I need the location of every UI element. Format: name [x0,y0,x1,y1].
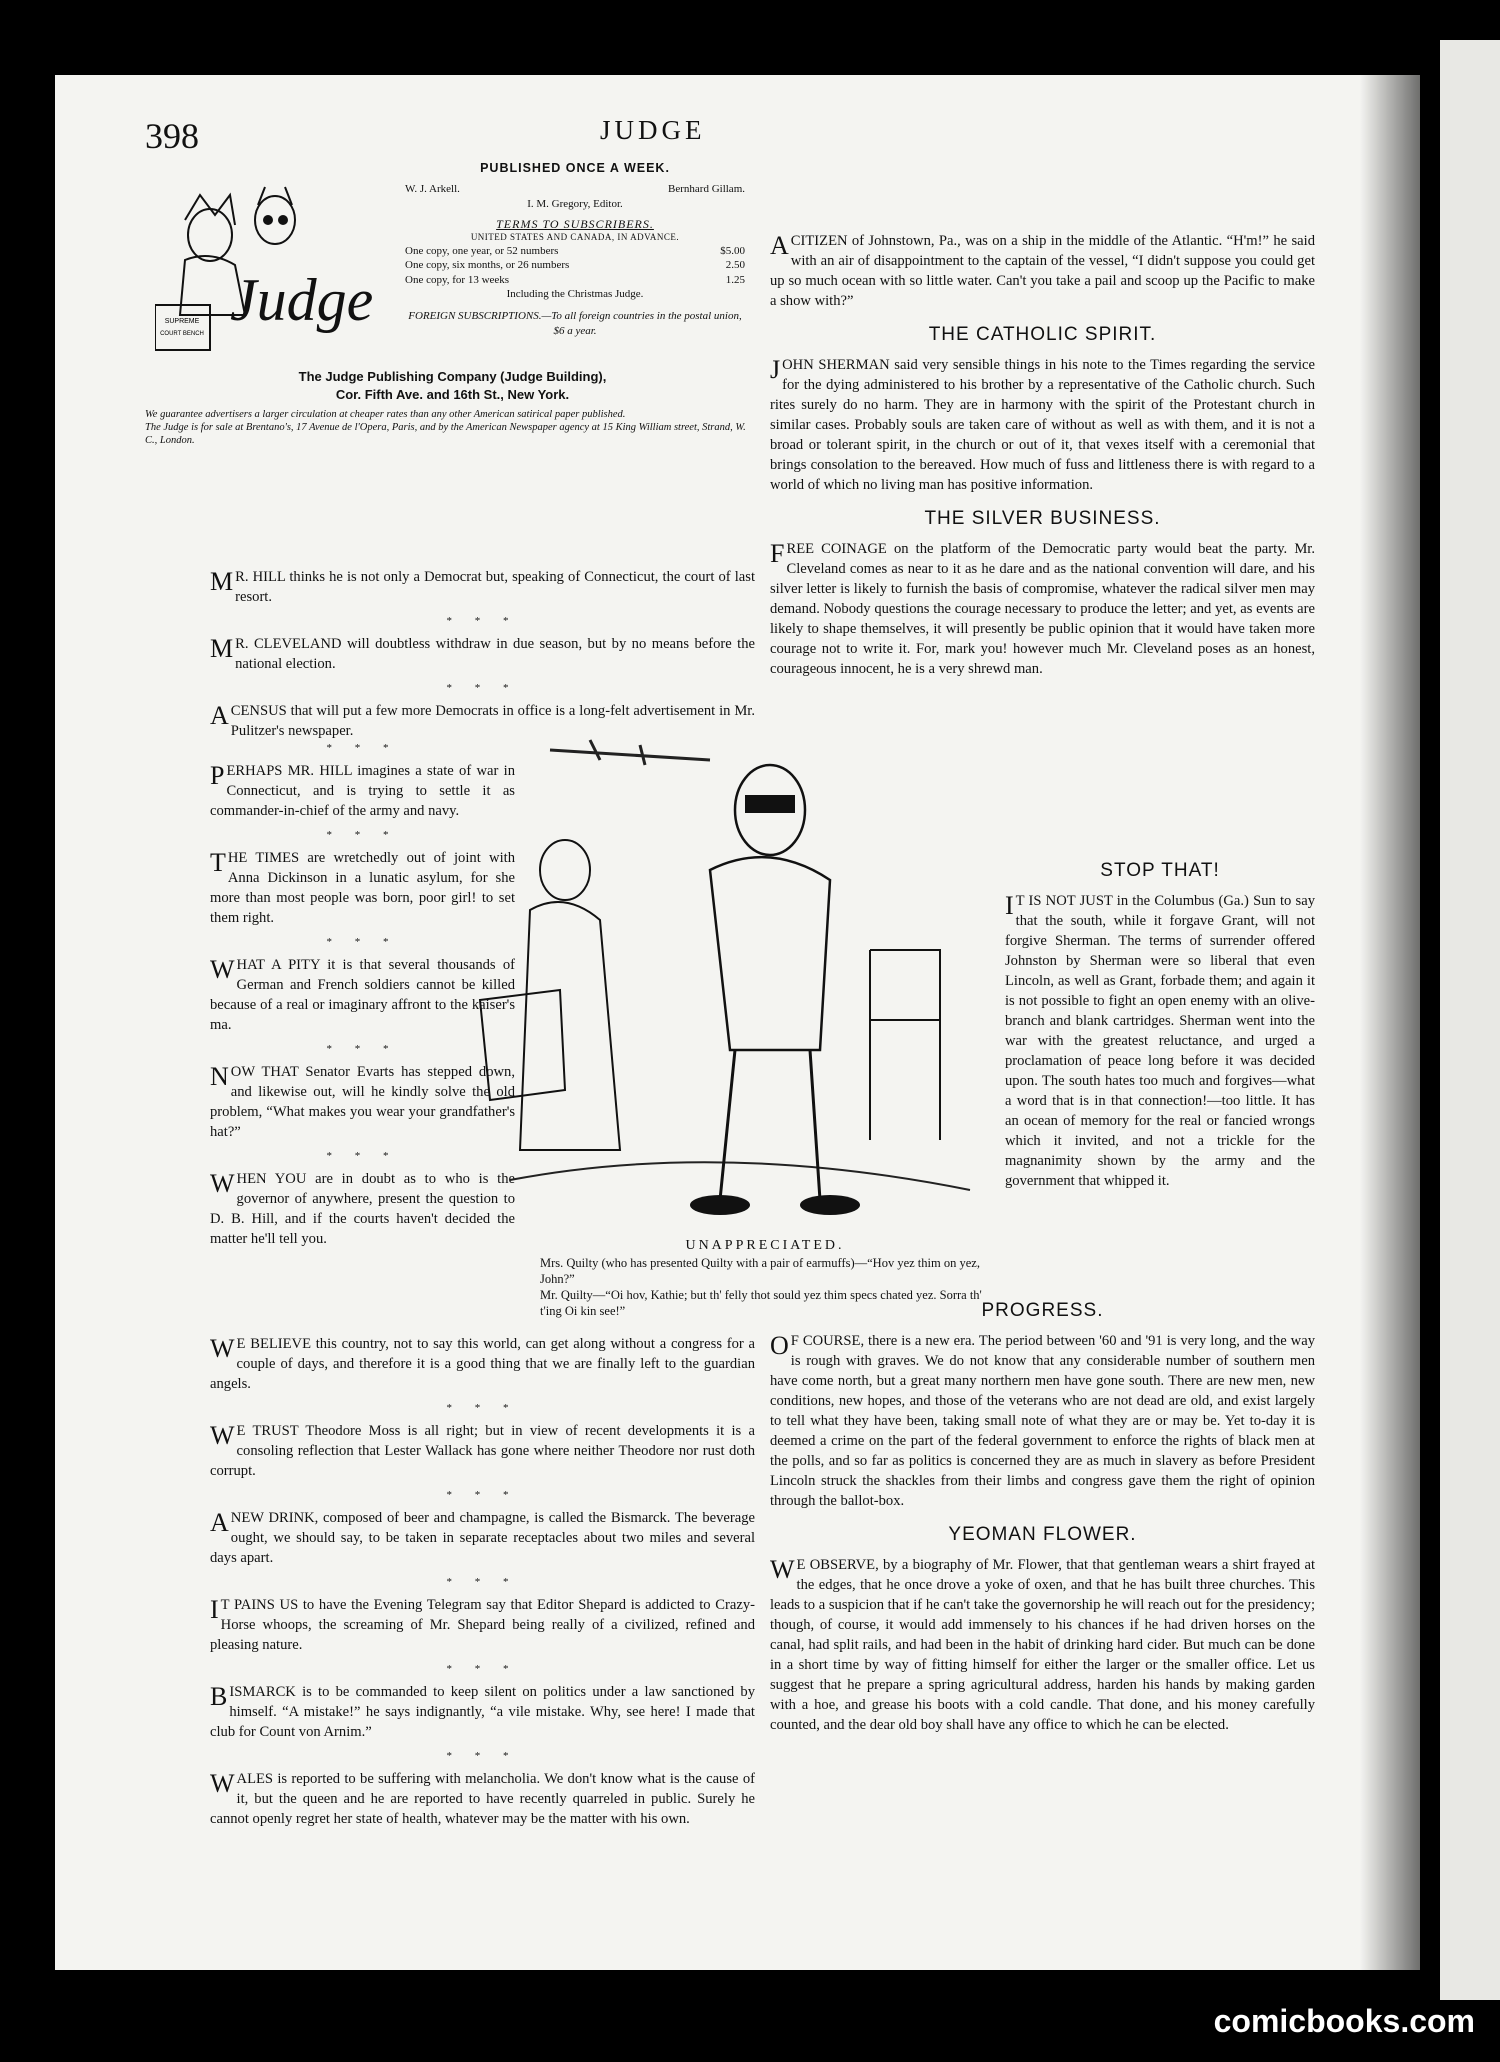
publisher-address: Cor. Fifth Ave. and 16th St., New York. [335,386,570,402]
terms-row: One copy, six months, or 26 numbers 2.50 [405,259,745,272]
cartoon-title: UNAPPRECIATED. [685,1238,845,1253]
staff-left: W. J. Arkell. [405,183,460,196]
separator-stars: * * * [446,1575,519,1588]
terms-note: Including the Christmas Judge. [506,288,644,301]
paragraph: FREE COINAGE on the platform of the Democratic party would beat the party. Mr. Cleveland comes as near to it as he dare and as the national convention will dare, and his silver letter is likely to furnish the basis of compromise, whatever the radical silver men may demand. Nobody questions the courage necessary to produce the letter; and yet, as events are likely to shape themselves, it will presently be public opinion that it would have taken more courage not to write it. For, mark you! however much Mr. Cleveland poses as an honest, courageous innocent, he is a very shrewd man. [770,538,1315,677]
section-heading: YEOMAN FLOWER. [948,1523,1137,1545]
paragraph: M R. CLEVELAND will doubtless withdraw in due season, but by no means before the national election. [210,634,755,673]
separator-stars: * * * [446,1488,519,1501]
guarantee-text: We guarantee advertisers a larger circulation at cheaper rates than any other American satirical paper published. [145,409,626,420]
section-heading: THE SILVER BUSINESS. [924,507,1161,529]
svg-text:SUPREME: SUPREME [164,318,200,325]
staff-line [405,182,745,196]
published-frequency: PUBLISHED ONCE A WEEK. [480,161,670,175]
paragraph: O F COURSE, there is a new era. The period between '60 and '91 is very long, and the way is rough with graves. We do not know that any considerable number of southern men have come north, but a great many northern men have gone south. There are new men, new conditions, new hopes, and those of the veterans who are not dead are old, and exist largely to tell what they have been, taking small note of what they are or may be. Yet to-day it is deemed a crime on the part of the federal government to enforce the rights of black men at the polls, and so far as politics is concerned they are as much in slavery as before President Lincoln struck the shackles from their limbs and congress gave them the right of opinion through the ballot-box. [770,1331,1315,1509]
left-column-bottom [210,1335,755,1840]
caption-line-2: Mr. Quilty—“Oi hov, Kathie; but th' felly thot sould yez thim specs chated yez. Sorra th' t'ing Oi kin see!” [540,1287,982,1318]
publisher-name: The Judge Publishing Company (Judge Building), [298,369,607,384]
editor-line: I. M. Gregory, Editor. [527,197,623,210]
paragraph: A CITIZEN of Johnstown, Pa., was on a ship in the middle of the Atlantic. “H'm!” he said with an air of disappointment to the captain of the vessel, “I didn't suppose you could get up so much ocean with so little water. Can't you take a pail and scoop up the Pacific to make a show with?” [770,231,1315,309]
separator-stars: * * * [326,829,399,842]
separator-stars: * * * [446,1663,519,1675]
right-column-bottom [770,1290,1315,1746]
paragraph: I T PAINS US to have the Evening Telegram say that Editor Shepard is addicted to Crazy-Horse whoops, the screaming of Mr. Shepard being really of a civilized, refined and pleasing nature. [210,1595,755,1654]
separator-stars: * * * [326,936,399,949]
section-heading: THE CATHOLIC SPIRIT. [928,323,1157,345]
section-heading: STOP THAT! [1100,860,1220,881]
paragraph: WHAT A PITY it is that several thousands of German and French soldiers cannot be killed because of a real or imaginary affront to the kaiser's ma. [210,955,515,1034]
svg-text:Judge: Judge [230,267,374,333]
separator-stars: * * * [326,742,399,754]
terms-title: TERMS TO SUBSCRIBERS. [496,216,654,231]
site-watermark: comicbooks.com [1213,2003,1475,2039]
judge-logo-illustration [155,165,410,355]
paragraph: THE TIMES are wretchedly out of joint with Anna Dickinson in a lunatic asylum, for she more than most people was born, poor girl! to set them right. [210,848,515,927]
guarantee-note [145,408,760,447]
running-head: JUDGE [600,115,706,145]
separator-stars: * * * [326,1043,399,1056]
paragraph: A NEW DRINK, composed of beer and champagne, is called the Bismarck. The beverage ought, we should say, to be taken in separate receptacles about two miles and several days apart. [210,1508,755,1566]
terms-row: One copy, one year, or 52 numbers $5.00 [405,245,745,258]
right-column-narrow [1005,850,1315,1202]
adjacent-page-edge [1440,40,1500,2000]
foreign-subscriptions: FOREIGN SUBSCRIPTIONS.—To all foreign countries in the postal union, $6 a year. [408,310,742,337]
publisher-block [145,368,760,403]
caption-line-1: Mrs. Quilty (who has presented Quilty with a pair of earmuffs)—“Hov yez thim on yez, John?” [540,1255,980,1286]
page-number: 398 [145,116,199,156]
paragraph: NOW THAT Senator Evarts has stepped down, and likewise out, will he kindly solve the old problem, “What makes you wear your grandfather's hat?” [210,1062,515,1141]
paragraph: I T IS NOT JUST in the Columbus (Ga.) Sun to say that the south, while it forgave Grant, will not forgive Sherman. The terms of surrender offered Johnston by Sherman were so liberal that even Lincoln, as well as Grant, forbade them; and again it is not possible to fight an open enemy with an olive-branch and blank cartridges. Sherman went into the war with the greatest reluctance, and urged a proclamation of peace long before it was decided upon. The south hates too much and forgives—what a word that is in that connection!—too little. It has an ocean of memory for the real or fancied wrongs which it invited, and not a trickle for the magnanimity shown by the army and the government that whipped it. [1005,891,1315,1189]
paragraph: A CENSUS that will put a few more Democrats in office is a long-felt advertisement in Mr. Pulitzer's newspaper. [210,701,755,740]
separator-stars: * * * [446,614,519,627]
masthead-info [405,160,745,338]
paragraph: W E OBSERVE, by a biography of Mr. Flower, that that gentleman wears a shirt frayed at the edges, that he once drove a yoke of oxen, and that he has built three churches. This leads to a suspicion that if he can't take the governorship he will reach out for the presidency; though, of course, it would add immensely to his chances if he had driven horses on the canal, had split rails, and had been in the habit of drinking hard cider. But much can be done in a short time by way of fitting himself for either the larger or the smaller office. Let us suggest that he prepare a spring agricultural address, harden his hands by making garden with a hoe, and grease his boots with a cold candle. That done, and his money carefully counted, and the dear old boy shall have any office to which he can be elected. [770,1554,1315,1733]
separator-stars: * * * [446,1401,519,1414]
paragraph: M R. HILL thinks he is not only a Democrat but, speaking of Connecticut, the court of last resort. [210,567,755,605]
separator-stars: * * * [326,1150,399,1163]
separator-stars: * * * [446,682,519,694]
cartoon-illustration [470,720,985,1235]
section-heading: PROGRESS. [981,1300,1104,1321]
terms-row: One copy, for 13 weeks 1.25 [405,273,745,286]
paragraph: BISMARCK is to be commanded to keep silent on politics under a law sanctioned by himself. “A mistake!” he says indignantly, “a vile mistake. Why, see here! I made that club for Count von Arnim.” [210,1682,755,1741]
paragraph: WHEN YOU are in doubt as to who is the governor of anywhere, present the question to D. B. Hill, and if the courts haven't decided the matter he'll tell you. [210,1169,515,1248]
paragraph: W E TRUST Theodore Moss is all right; but in view of recent developments it is a consoling reflection that Lester Wallack has gone where neither Theodore nor rust doth corrupt. [210,1421,755,1479]
right-column-top [770,232,1315,690]
terms-subtitle: UNITED STATES AND CANADA, IN ADVANCE. [470,232,680,243]
paragraph: PERHAPS MR. HILL imagines a state of war in Connecticut, and is trying to settle it as commander-in-chief of the army and navy. [210,761,515,820]
svg-text:COURT BENCH: COURT BENCH [160,331,204,337]
sale-note: The Judge is for sale at Brentano's, 17 Avenue de l'Opera, Paris, and by the American Newspaper agency at 15 King William street, Strand, W. C., London. [145,422,746,447]
paragraph: JOHN SHERMAN said very sensible things in his note to the Times regarding the service for the dying administered to his brother by a representative of the Catholic church. Such rites surely do no harm. They are in harmony with the spirit of the Protestant church in similar cases. Probably souls are taken care of without as well as with them, and it is not a broad or tolerant spirit, in the church or out of it, that vexes itself with a ceremonial that brings consolation to the bereaved. How much of fuss and littleness there is with regard to a world of which no living man has positive information. [770,354,1315,493]
paragraph: W E BELIEVE this country, not to say this world, can get along without a congress for a couple of days, and therefore it is a good thing that we are finally left to the guardian angels. [210,1334,755,1392]
paragraph: WALES is reported to be suffering with melancholia. We don't know what is the cause of it, but the queen and he are reported to have recently quarreled in public. Surely he cannot openly regret her state of health, whatever may be the matter with his own. [210,1769,755,1828]
staff-right: Bernhard Gillam. [668,183,745,196]
separator-stars: * * * [446,1750,519,1763]
page-binding-shadow [1360,75,1420,1970]
